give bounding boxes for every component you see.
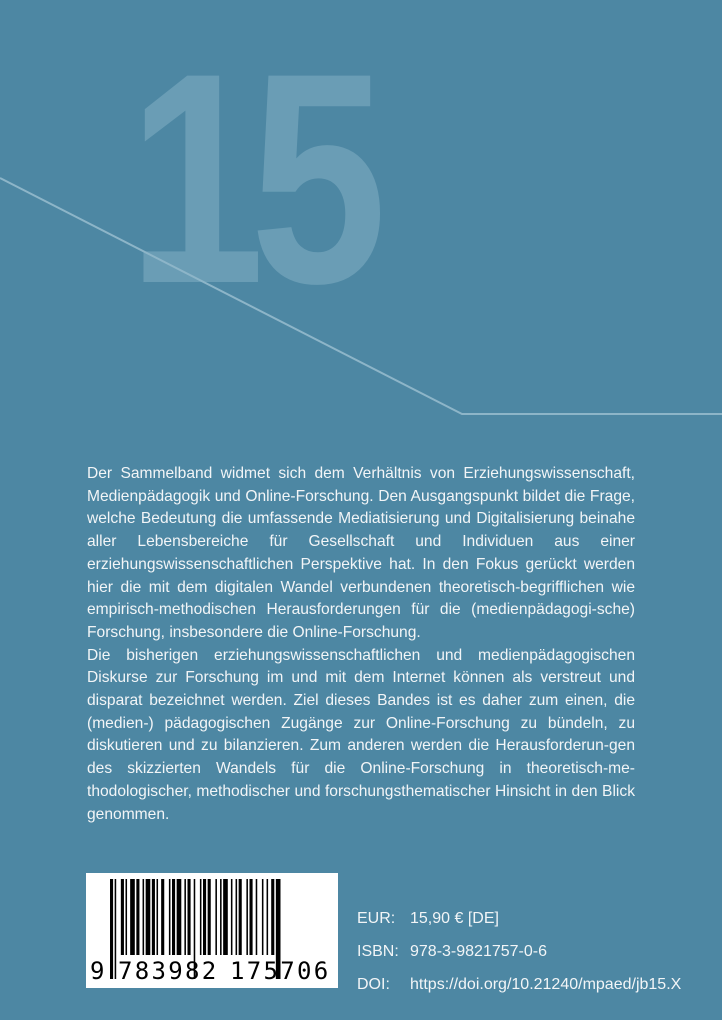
barcode-bar [121, 879, 124, 955]
barcode-bar [184, 879, 186, 955]
barcode-bar [161, 879, 164, 955]
doi-label: DOI: [357, 975, 390, 993]
barcode-bar [130, 879, 135, 955]
barcode-bar [200, 879, 202, 955]
doi-link[interactable]: https://doi.org/10.21240/mpaed/jb15.X [410, 975, 682, 993]
barcode-bar [262, 879, 264, 955]
volume-number: 15 [128, 10, 373, 346]
price-label: EUR: [357, 909, 396, 927]
description-paragraph-1: Der Sammelband widmet sich dem Verhältnis von Erziehungswissenschaft, Medienpädagogik und Online-Forschung. Den Ausgangspunkt bildet die Frage, welche Bedeutung die umfassende Mediatisierung und Digitalisierung beinahe aller Lebensbereiche für Gesellschaft und Individuen aus einer erziehungswissenschaftlichen Perspektive hat. In den Fokus gerückt werden hier die mit dem digitalen Wandel verbundenen theoretisch-begrifflichen wie empirisch-methodischen Herausforderungen für die (medienpädagogi-sche) Forschung, insbesondere die Online-Forschung. [87, 465, 635, 641]
barcode-bar [256, 879, 258, 955]
barcode-digits-group-2: 175706 [230, 957, 331, 985]
isbn-barcode [86, 873, 338, 988]
barcode-digits-group-1: 783982 [118, 957, 219, 985]
barcode-bar [267, 879, 269, 955]
barcode-bar [236, 879, 238, 955]
barcode-bar [188, 879, 191, 955]
barcode-bar [231, 879, 233, 955]
isbn-row [357, 935, 681, 968]
publication-info [357, 902, 681, 1001]
barcode-bar [143, 879, 145, 955]
description-paragraph-2: Die bisherigen erziehungswissenschaftlichen und medienpädagogischen Diskurse zur Forschung im und mit dem Internet können als verstreut und disparat bezeichnet werden. Ziel dieses Bandes ist es daher zum einen, die (medien-) pädagogischen Zugänge zur Online-Forschung zu bündeln, zu diskutieren und zu bilanzieren. Zum anderen werden die Herausforderun-gen des skizzierten Wandels für die Online-Forschung in theoretisch-me-thodologischer, methodischer und forschungsthematischer Hinsicht in den Blick genommen. [87, 646, 635, 823]
barcode-digits [90, 957, 340, 985]
barcode-digit-first: 9 [90, 957, 105, 985]
price-row [357, 902, 681, 935]
barcode-bar [126, 879, 128, 955]
isbn-label: ISBN: [357, 942, 399, 960]
price-value: 15,90 € [DE] [410, 909, 499, 927]
barcode-bar [220, 879, 222, 955]
barcode-bar [177, 879, 182, 955]
barcode-bar [239, 879, 242, 955]
isbn-value: 978-3-9821757-0-6 [410, 942, 547, 960]
barcode-bar [223, 879, 228, 955]
barcode-bar [169, 879, 171, 955]
description-text [87, 463, 635, 826]
barcode-bar [250, 879, 253, 955]
barcode-bar [215, 879, 217, 955]
barcode-bar [146, 879, 151, 955]
barcode-bar [271, 879, 274, 955]
barcode-bar [246, 879, 248, 955]
barcode-bar [152, 879, 155, 955]
barcode-bar [203, 879, 206, 955]
barcode-bar [136, 879, 139, 955]
barcode-bar [208, 879, 211, 955]
doi-row [357, 968, 681, 1001]
barcode-bar [157, 879, 159, 955]
barcode-bar [172, 879, 175, 955]
